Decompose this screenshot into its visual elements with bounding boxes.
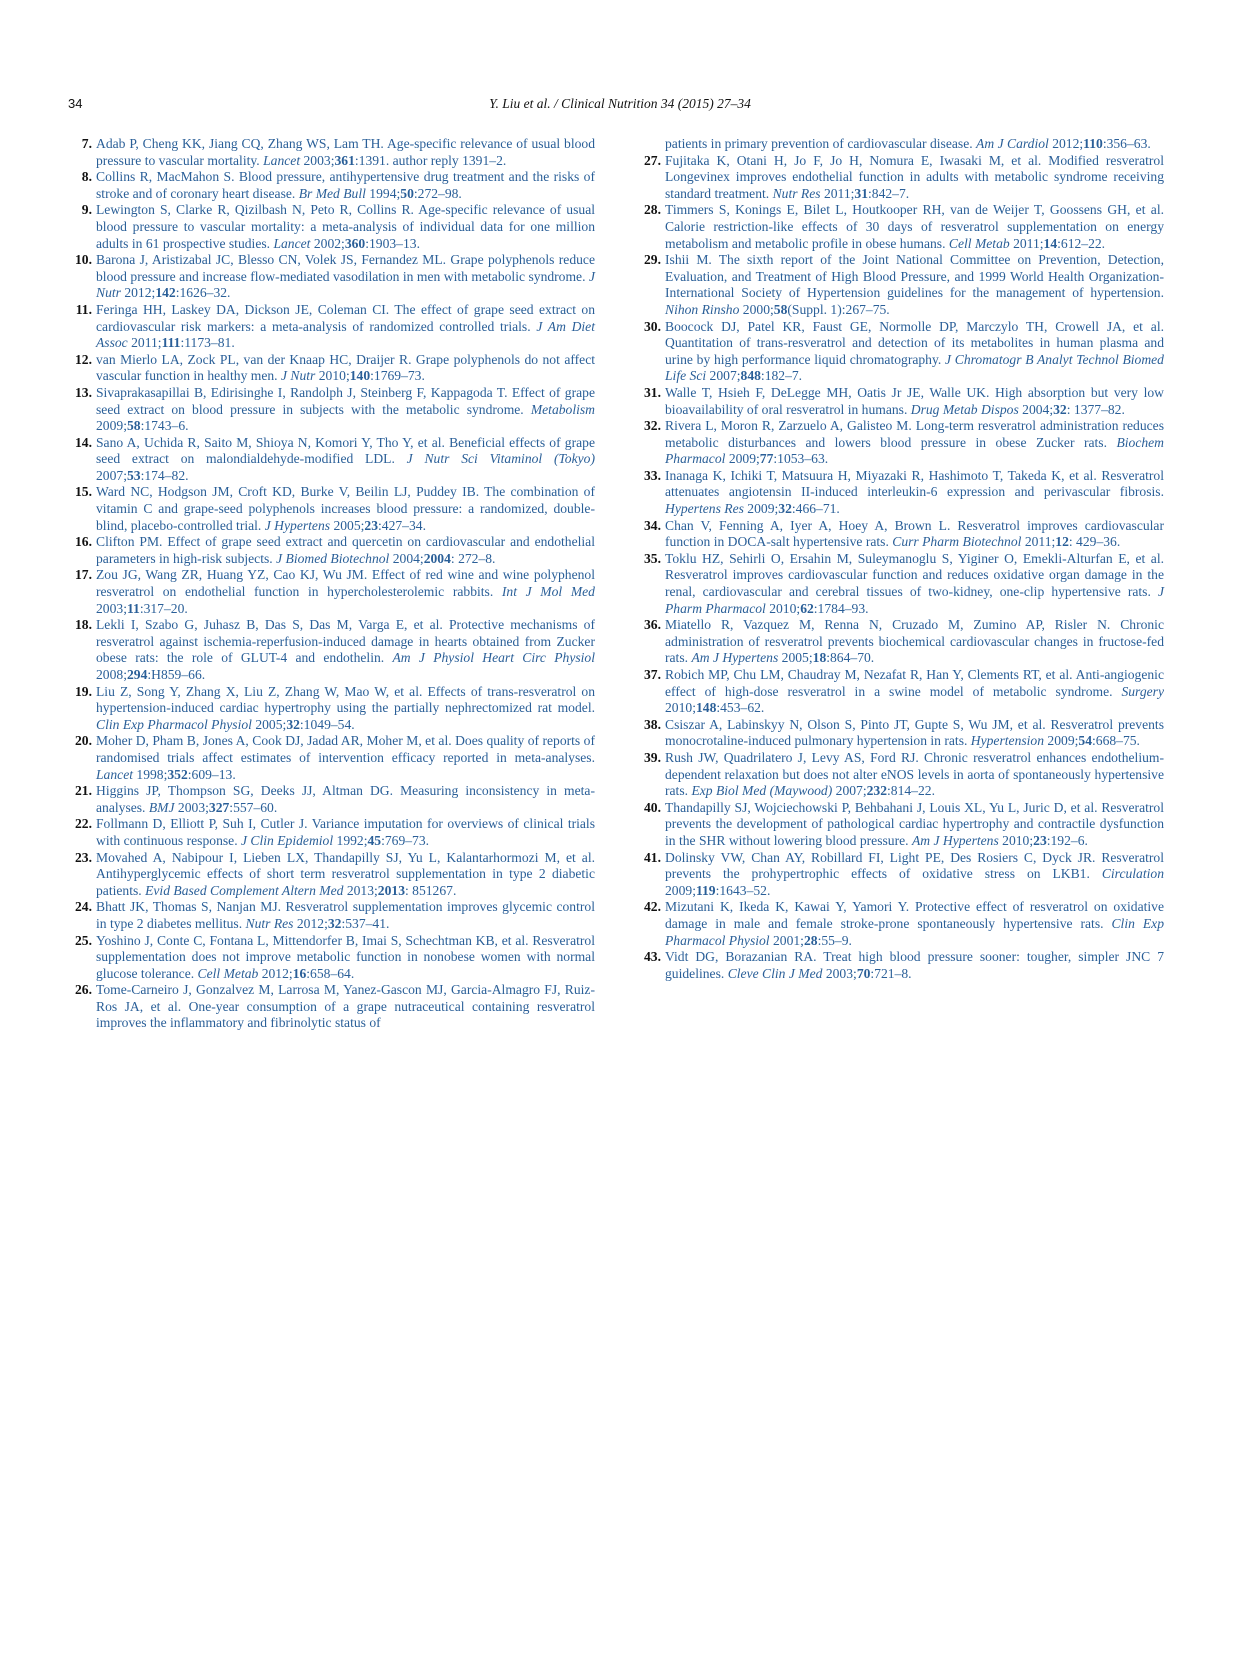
reference-journal: Am J Hypertens: [911, 832, 999, 848]
reference-num: 8.: [81, 169, 92, 185]
reference-num: 39.: [644, 749, 661, 765]
reference-item[interactable]: [641, 319, 1164, 385]
reference-vol: 2004: [423, 550, 451, 566]
reference-year: 2012;: [120, 285, 156, 301]
reference-year: 2010;: [998, 832, 1034, 848]
reference-year: 2010;: [665, 700, 696, 716]
reference-journal: Lancet: [273, 235, 311, 251]
reference-item[interactable]: [72, 352, 595, 385]
reference-26-continuation[interactable]: patients in primary prevention of cardiovascular disease. Am J Cardiol 2012;110:356–63.: [665, 136, 1151, 151]
reference-item[interactable]: [641, 518, 1164, 551]
reference-item[interactable]: [641, 850, 1164, 900]
reference-year: 2010;: [315, 368, 350, 384]
reference-pre: Tome-Carneiro J, Gonzalvez M, Larrosa M, Yanez-Gascon MJ, Garcia-Almagro FJ, Ruiz-Ros JA, et al. One-year consumption of a grape nutraceutical containing resveratrol improves the inflammatory and fibrinolytic status of: [96, 982, 595, 1031]
reference-item[interactable]: [641, 800, 1164, 850]
reference-pre: Csiszar A, Labinskyy N, Olson S, Pinto JT, Gupte S, Wu JM, et al. Resveratrol prevents monocrotaline-induced pulmonary hypertension in rats.: [665, 716, 1164, 749]
reference-journal: Hypertens Res: [665, 501, 744, 517]
reference-pre: Bhatt JK, Thomas S, Nanjan MJ. Resveratrol supplementation improves glycemic control in type 2 diabetes mellitus.: [96, 899, 595, 931]
reference-num: 43.: [644, 949, 661, 965]
reference-pre: Collins R, MacMahon S. Blood pressure, antihypertensive drug treatment and the risks of stroke and of coronary heart disease.: [96, 169, 595, 201]
reference-year: 2013;: [343, 882, 378, 898]
reference-vol: 140: [349, 368, 371, 384]
reference-post: :1391. author reply 1391–2.: [354, 152, 507, 168]
reference-post: :1049–54.: [299, 716, 355, 732]
reference-year: 2011;: [820, 185, 855, 201]
reference-year: 2005;: [330, 517, 365, 533]
reference-item[interactable]: [72, 567, 595, 617]
reference-year: 2011;: [1009, 235, 1044, 251]
reference-vol: 58: [126, 418, 141, 434]
reference-year: 2012;: [293, 915, 328, 931]
reference-year: 2007;: [706, 368, 741, 384]
reference-pre: Boocock DJ, Patel KR, Faust GE, Normolle DP, Marczylo TH, Crowell JA, et al. Quantitation of trans-resveratrol and detection of its metabolites in human plasma and urine by high performance liquid chromatography.: [665, 318, 1164, 367]
reference-vol: 16: [292, 965, 307, 981]
reference-year: 1998;: [133, 766, 168, 782]
reference-num: 31.: [644, 384, 661, 400]
reference-journal: J Nutr Sci Vitaminol (Tokyo): [406, 451, 595, 467]
reference-post: :557–60.: [229, 799, 278, 815]
reference-post: :842–7.: [868, 185, 910, 201]
reference-num: 40.: [644, 799, 661, 815]
reference-num: 25.: [75, 932, 92, 948]
reference-item[interactable]: [641, 202, 1164, 252]
reference-pre: Sano A, Uchida R, Saito M, Shioya N, Komori Y, Tho Y, et al. Beneficial effects of grape seed extract on malondialdehyde-modified LDL.: [96, 434, 595, 467]
reference-journal: Lancet: [263, 152, 301, 168]
reference-journal: Drug Metab Dispos: [910, 401, 1019, 417]
reference-num: 29.: [644, 252, 661, 268]
reference-journal: Cell Metab: [197, 965, 259, 981]
reference-num: 17.: [75, 567, 92, 583]
reference-pre: Yoshino J, Conte C, Fontana L, Mittendorfer B, Imai S, Schechtman KB, et al. Resveratrol supplementation does not improve metabolic function in nonobese women with normal glucose tolerance.: [96, 932, 595, 981]
reference-item[interactable]: [72, 385, 595, 435]
reference-year: 2009;: [743, 501, 779, 517]
reference-num: 13.: [75, 384, 92, 400]
reference-num: 26.: [75, 982, 92, 998]
reference-year: 2005;: [251, 716, 287, 732]
reference-item[interactable]: [641, 899, 1164, 949]
reference-post: :609–13.: [187, 766, 236, 782]
reference-journal: Nutr Res: [772, 185, 821, 201]
reference-item[interactable]: [72, 202, 595, 252]
reference-year: 2009;: [665, 882, 696, 898]
reference-vol: 50: [400, 185, 414, 201]
reference-vol: 294: [126, 667, 148, 682]
reference-vol: 14: [1043, 235, 1058, 251]
reference-journal: Surgery: [1121, 683, 1164, 699]
reference-vol: 232: [866, 783, 888, 799]
reference-post: :612–22.: [1057, 235, 1106, 251]
reference-num: 33.: [644, 467, 661, 483]
reference-item[interactable]: [72, 136, 595, 169]
reference-item[interactable]: [72, 899, 595, 932]
reference-item[interactable]: [72, 534, 595, 567]
reference-pre: Walle T, Hsieh F, DeLegge MH, Oatis Jr JE, Walle UK. High absorption but very low bioavailability of oral resveratrol in humans.: [665, 384, 1164, 417]
reference-item[interactable]: [72, 933, 595, 983]
reference-journal: Clin Exp Pharmacol Physiol: [665, 915, 1164, 948]
reference-journal: Am J Hypertens: [691, 650, 779, 666]
reference-post: :1784–93.: [813, 600, 869, 616]
reference-num: 41.: [644, 849, 661, 865]
reference-item[interactable]: [72, 435, 595, 485]
reference-journal: J Nutr: [96, 268, 595, 301]
reference-journal: Evid Based Complement Altern Med: [145, 882, 344, 898]
reference-post: : 272–8.: [450, 550, 496, 566]
reference-post: :174–82.: [140, 467, 189, 483]
reference-vol: 11: [126, 600, 140, 616]
reference-year: 2007;: [96, 467, 127, 483]
reference-journal: J Clin Epidemiol: [241, 832, 334, 848]
reference-post: (Suppl. 1):267–75.: [787, 301, 890, 317]
reference-post: : 851267.: [404, 882, 457, 898]
reference-num: 37.: [644, 667, 661, 682]
reference-journal: Lancet: [96, 766, 133, 782]
reference-item[interactable]: [641, 667, 1164, 717]
page-number: 34: [68, 96, 83, 111]
reference-pre: Dolinsky VW, Chan AY, Robillard FI, Light PE, Des Rosiers C, Dyck JR. Resveratrol prevents the prohypertrophic effects of oxidative stress on LKB1.: [665, 849, 1164, 882]
reference-pre: Moher D, Pham B, Jones A, Cook DJ, Jadad AR, Moher M, et al. Does quality of reports of randomised trials affect estimates of intervention efficacy reported in meta-analyses.: [96, 733, 595, 765]
reference-post: :1626–32.: [175, 285, 231, 301]
reference-num: 9.: [81, 202, 92, 218]
reference-year: 2004;: [1018, 401, 1054, 417]
reference-post: :427–34.: [378, 517, 426, 533]
reference-post: :466–71.: [791, 501, 840, 517]
reference-num: 12.: [75, 351, 92, 367]
reference-num: 28.: [644, 202, 661, 218]
reference-pre: Barona J, Aristizabal JC, Blesso CN, Volek JS, Fernandez ML. Grape polyphenols reduce blood pressure and increase flow-mediated vasodilation in men with metabolic syndrome.: [96, 252, 595, 284]
reference-post: :182–7.: [760, 368, 803, 384]
reference-vol: 119: [695, 882, 716, 898]
reference-item[interactable]: [641, 750, 1164, 800]
reference-journal: Cell Metab: [948, 235, 1010, 251]
reference-vol: 54: [1078, 733, 1092, 749]
reference-post: :1173–81.: [180, 335, 235, 351]
reference-vol: 70: [856, 965, 871, 981]
reference-year: 2009;: [725, 451, 760, 467]
reference-year: 2011;: [1021, 534, 1056, 550]
reference-pre: Rush JW, Quadrilatero J, Levy AS, Ford RJ. Chronic resveratrol enhances endothelium-dependent relaxation but does not alter eNOS levels in aorta of spontaneously hypertensive rats.: [665, 749, 1164, 799]
reference-num: 27.: [644, 152, 661, 168]
reference-num: 32.: [644, 418, 661, 434]
reference-item[interactable]: [72, 816, 595, 849]
reference-year: 1992;: [333, 832, 368, 848]
reference-post: :814–22.: [887, 783, 935, 799]
reference-pre: Thandapilly SJ, Wojciechowski P, Behbahani J, Louis XL, Yu L, Juric D, et al. Resveratrol prevents the development of pathological cardiac hypertrophy and contractile dysfunction in the SHR without lowering blood pressure.: [665, 799, 1164, 848]
reference-journal: BMJ: [148, 799, 175, 815]
reference-item[interactable]: [72, 302, 595, 352]
reference-num: 15.: [75, 484, 92, 500]
reference-num: 14.: [75, 434, 92, 450]
reference-year: 2007;: [832, 783, 867, 799]
reference-journal: Biochem Pharmacol: [665, 434, 1164, 467]
reference-pre: Feringa HH, Laskey DA, Dickson JE, Coleman CI. The effect of grape seed extract on cardiovascular risk markers: a meta-analysis of randomized controlled trials.: [96, 301, 595, 334]
reference-journal: J Am Diet Assoc: [96, 318, 595, 351]
reference-year: 1994;: [365, 185, 401, 201]
reference-item[interactable]: [641, 418, 1164, 468]
reference-num: 35.: [644, 550, 661, 566]
reference-vol: 2013: [377, 882, 405, 898]
reference-pre: Follmann D, Elliott P, Suh I, Cutler J. Variance imputation for overviews of clinical trials with continuous response.: [96, 816, 595, 848]
reference-vol: 32: [778, 501, 792, 517]
reference-vol: 148: [695, 700, 717, 716]
reference-pre: Movahed A, Nabipour I, Lieben LX, Thandapilly SJ, Yu L, Kalantarhormozi M, et al. Antihyperglycemic effects of short term resveratrol supplementation in type 2 diabetic patients.: [96, 849, 595, 898]
reference-pre: Timmers S, Konings E, Bilet L, Houtkooper RH, van de Weijer T, Goossens GH, et al. Calorie restriction-like effects of 30 days of resveratrol supplementation on energy metabolism and metabolic profile in obese humans.: [665, 202, 1164, 251]
reference-vol: 45: [367, 832, 382, 848]
reference-journal: J Nutr: [280, 368, 316, 384]
reference-post: :1053–63.: [773, 451, 829, 467]
reference-item[interactable]: [641, 717, 1164, 750]
reference-journal: Nutr Res: [245, 915, 294, 931]
reference-item[interactable]: [641, 617, 1164, 667]
reference-year: 2009;: [1044, 733, 1079, 749]
reference-year: 2000;: [739, 301, 774, 317]
reference-pre: Vidt DG, Borazanian RA. Treat high blood pressure sooner: tougher, simpler JNC 7 guidelines.: [665, 949, 1164, 981]
reference-num: 16.: [75, 534, 92, 550]
reference-item[interactable]: [72, 684, 595, 734]
reference-vol: 62: [800, 600, 814, 616]
reference-vol: 327: [208, 799, 230, 815]
reference-vol: 53: [126, 467, 141, 483]
reference-year: 2003;: [822, 965, 857, 981]
reference-vol: 142: [155, 285, 176, 301]
reference-vol: 360: [344, 235, 366, 251]
reference-vol: 77: [759, 451, 774, 467]
reference-year: 2011;: [127, 335, 162, 351]
reference-journal: Br Med Bull: [298, 185, 366, 201]
reference-pre: Sivaprakasapillai B, Edirisinghe I, Randolph J, Steinberg F, Kappagoda T. Effect of grape seed extract on blood pressure in subjects with the metabolic syndrome.: [96, 384, 595, 417]
reference-year: 2010;: [765, 600, 801, 616]
reference-journal: J Chromatogr B Analyt Technol Biomed Life Sci: [665, 351, 1164, 384]
reference-year: 2004;: [389, 550, 424, 566]
reference-item[interactable]: [72, 982, 595, 1032]
reference-year: 2005;: [778, 650, 813, 666]
reference-num: 23.: [75, 849, 92, 865]
reference-vol: 28: [803, 932, 818, 948]
reference-num: 21.: [75, 783, 92, 799]
reference-vol: 352: [167, 766, 188, 782]
reference-journal: Metabolism: [530, 401, 595, 417]
reference-vol: 12: [1055, 534, 1069, 550]
reference-pre: Liu Z, Song Y, Zhang X, Liu Z, Zhang W, Mao W, et al. Effects of trans-resveratrol on hypertension-induced cardiac hypertrophy using the partially nephrectomized rat model.: [96, 683, 595, 716]
reference-item[interactable]: [641, 252, 1164, 318]
reference-item[interactable]: [641, 551, 1164, 617]
reference-pre: Lekli I, Szabo G, Juhasz B, Das S, Das M, Varga E, et al. Protective mechanisms of resveratrol against ischemia-reperfusion-induced damage in hearts obtained from Zucker obese rats: the role of GLUT-4 and endothelin.: [96, 617, 595, 666]
references-right-column: [641, 136, 1164, 982]
reference-item[interactable]: [72, 252, 595, 302]
reference-item[interactable]: [72, 783, 595, 816]
reference-post: :1903–13.: [365, 235, 420, 251]
reference-post: :453–62.: [716, 700, 765, 716]
reference-pre: Higgins JP, Thompson SG, Deeks JJ, Altman DG. Measuring inconsistency in meta-analyses.: [96, 783, 595, 815]
reference-year: 2003;: [96, 600, 127, 616]
reference-num: 19.: [75, 683, 92, 699]
reference-post: :55–9.: [817, 932, 852, 948]
reference-pre: Lewington S, Clarke R, Qizilbash N, Peto R, Collins R. Age-specific relevance of usual blood pressure to vascular mortality: a meta-analysis of individual data for one million adults in 61 prospective studies.: [96, 202, 595, 251]
reference-vol: 58: [773, 301, 788, 317]
reference-vol: 32: [1053, 401, 1067, 417]
reference-post: :1643–52.: [715, 882, 771, 898]
reference-post: :317–20.: [139, 600, 188, 616]
reference-post: :1769–73.: [370, 368, 425, 384]
reference-item[interactable]: [72, 484, 595, 534]
reference-post: :668–75.: [1092, 733, 1140, 749]
reference-num: 42.: [644, 899, 661, 915]
reference-item[interactable]: [72, 617, 595, 683]
reference-pre: Inanaga K, Ichiki T, Matsuura H, Miyazaki R, Hashimoto T, Takeda K, et al. Resveratrol attenuates angiotensin II-induced interleukin-6 expression and perivascular fibrosis.: [665, 467, 1164, 500]
reference-item[interactable]: [641, 385, 1164, 418]
reference-num: 24.: [75, 899, 92, 915]
reference-post: : 429–36.: [1068, 534, 1121, 550]
reference-post: :537–41.: [341, 915, 390, 931]
reference-pre: Toklu HZ, Sehirli O, Ersahin M, Suleymanoglu S, Yiginer O, Emekli-Alturfan E, et al. Resveratrol improves cardiovascular function and reduces oxidative organ damage in the renal, cardiovascular and cerebral tissues of two-kidney, one-clip hypertensive rats.: [665, 550, 1164, 600]
reference-pre: Robich MP, Chu LM, Chaudray M, Nezafat R, Han Y, Clements RT, et al. Anti-angiogenic effect of high-dose resveratrol in a swine model of metabolic syndrome.: [665, 667, 1164, 699]
reference-item[interactable]: [72, 169, 595, 202]
reference-pre: Mizutani K, Ikeda K, Kawai Y, Yamori Y. Protective effect of resveratrol on oxidative damage in male and female stroke-prone spontaneously hypertensive rats.: [665, 899, 1164, 931]
reference-pre: Miatello R, Vazquez M, Renna N, Cruzado M, Zumino AP, Risler N. Chronic administration of resveratrol prevents biochemical cardiovascular changes in fructose-fed rats.: [665, 617, 1164, 666]
reference-num: 11.: [75, 301, 92, 317]
reference-pre: Clifton PM. Effect of grape seed extract and quercetin on cardiovascular and endothelial parameters in high-risk subjects.: [96, 534, 595, 566]
reference-num: 20.: [75, 733, 92, 749]
reference-item[interactable]: [641, 153, 1164, 203]
reference-num: 10.: [75, 252, 92, 268]
reference-num: 38.: [644, 716, 661, 732]
reference-pre: Zou JG, Wang ZR, Huang YZ, Cao KJ, Wu JM. Effect of red wine and wine polyphenol resveratrol on endothelial function in hypercholesterolemic rabbits.: [96, 567, 595, 600]
reference-journal: Exp Biol Med (Maywood): [691, 783, 833, 799]
reference-post: :H859–66.: [147, 667, 206, 682]
reference-post: :769–73.: [381, 832, 430, 848]
running-head: Y. Liu et al. / Clinical Nutrition 34 (2015) 27–34: [489, 96, 751, 111]
reference-journal: Curr Pharm Biotechnol: [892, 534, 1022, 550]
reference-num: 30.: [644, 318, 661, 334]
reference-journal: Circulation: [1101, 866, 1164, 882]
reference-pre: van Mierlo LA, Zock PL, van der Knaap HC, Draijer R. Grape polyphenols do not affect vascular function in healthy men.: [96, 351, 595, 384]
reference-vol: 23: [364, 517, 379, 533]
reference-pre: Fujitaka K, Otani H, Jo F, Jo H, Nomura E, Iwasaki M, et al. Modified resveratrol Longevinex improves endothelial function in adults with metabolic syndrome receiving standard treatment.: [665, 152, 1164, 201]
reference-journal: J Pharm Pharmacol: [665, 584, 1164, 616]
reference-vol: 32: [286, 716, 300, 732]
reference-num: 36.: [644, 617, 661, 633]
reference-year: 2008;: [96, 667, 127, 682]
reference-num: 34.: [644, 517, 661, 533]
reference-vol: 23: [1033, 832, 1047, 848]
reference-post: : 1377–82.: [1066, 401, 1125, 417]
reference-vol: 111: [161, 335, 181, 351]
reference-num: 22.: [75, 816, 92, 832]
reference-item[interactable]: [72, 850, 595, 900]
reference-vol: 848: [740, 368, 761, 384]
reference-item[interactable]: [641, 468, 1164, 518]
reference-vol: 361: [334, 152, 355, 168]
reference-num: 7.: [81, 136, 92, 151]
reference-num: 18.: [75, 617, 92, 633]
reference-year: 2009;: [96, 418, 127, 434]
reference-post: :1743–6.: [140, 418, 189, 434]
reference-journal: Hypertension: [970, 733, 1045, 749]
reference-journal: J Hypertens: [264, 517, 331, 533]
reference-year: 2012;: [258, 965, 293, 981]
reference-post: :658–64.: [306, 965, 355, 981]
reference-journal: Cleve Clin J Med: [727, 965, 823, 981]
reference-pre: Ward NC, Hodgson JM, Croft KD, Burke V, Beilin LJ, Puddey IB. The combination of vitamin C and grape-seed polyphenols increases blood pressure: a randomized, double-blind, placebo-controlled trial.: [96, 484, 595, 533]
page-header: [68, 96, 1172, 116]
reference-journal: Am J Physiol Heart Circ Physiol: [392, 650, 595, 666]
reference-item[interactable]: [72, 733, 595, 783]
reference-journal: Clin Exp Pharmacol Physiol: [96, 716, 252, 732]
reference-journal: Int J Mol Med: [501, 584, 595, 600]
reference-year: 2003;: [174, 799, 209, 815]
reference-post: :192–6.: [1046, 832, 1088, 848]
reference-pre: Chan V, Fenning A, Iyer A, Hoey A, Brown L. Resveratrol improves cardiovascular function in DOCA-salt hypertensive rats.: [665, 517, 1164, 550]
reference-item[interactable]: [641, 949, 1164, 982]
reference-pre: Ishii M. The sixth report of the Joint National Committee on Prevention, Detection, Evaluation, and Treatment of High Blood Pressure, and 1999 World Health Organization-International Society of Hypertension guidelines for the management of hypertension.: [665, 252, 1164, 301]
reference-post: :864–70.: [826, 650, 875, 666]
reference-pre: Adab P, Cheng KK, Jiang CQ, Zhang WS, Lam TH. Age-specific relevance of usual blood pressure to vascular mortality.: [96, 136, 595, 168]
reference-post: :272–98.: [413, 185, 462, 201]
reference-year: 2002;: [310, 235, 345, 251]
references-left-column: [72, 136, 595, 1032]
reference-year: 2001;: [769, 932, 804, 948]
reference-post: :721–8.: [870, 965, 912, 981]
reference-vol: 18: [812, 650, 827, 666]
reference-pre: Rivera L, Moron R, Zarzuelo A, Galisteo M. Long-term resveratrol administration reduces metabolic disturbances and lowers blood pressure in obese Zucker rats.: [665, 418, 1164, 450]
reference-vol: 32: [327, 915, 342, 931]
reference-vol: 31: [854, 185, 868, 201]
reference-journal: J Biomed Biotechnol: [276, 550, 390, 566]
reference-journal: Nihon Rinsho: [665, 301, 740, 317]
reference-year: 2003;: [300, 152, 335, 168]
